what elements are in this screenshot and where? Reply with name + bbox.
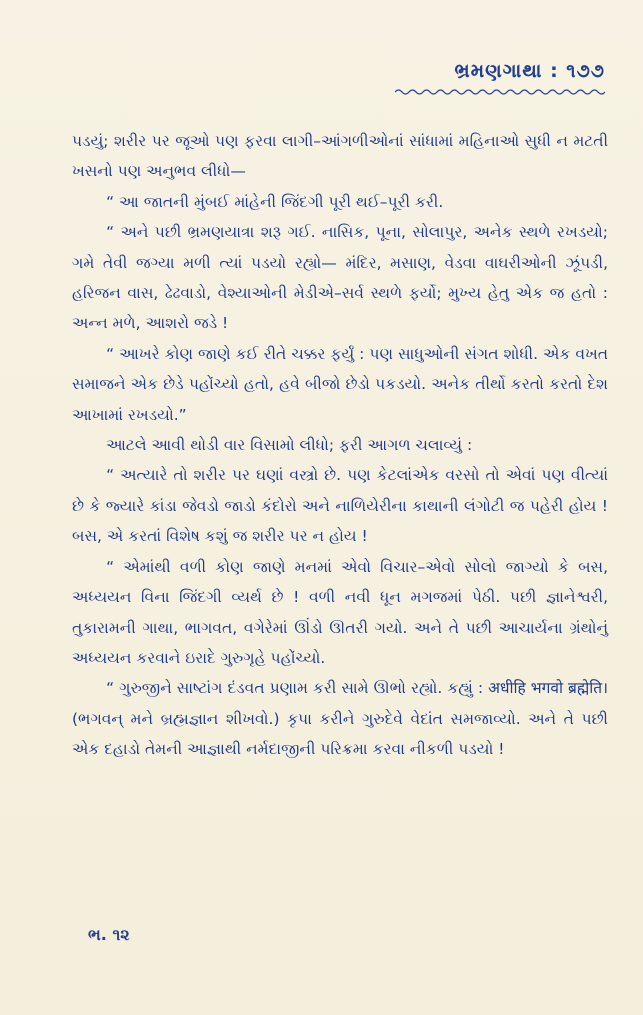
paragraph: આટલે આવી થોડી વાર વિસામો લીધો; ફરી આગળ ચલાવ્યું : — [106, 436, 473, 455]
paragraph: પડયું; શરીર પર જૂઓ પણ ફરવા લાગી–આંગળીઓનાં સાંધામાં મહિનાઓ સુધી ન મટતી ખસનો પણ અનુભવ લીધો— — [72, 132, 608, 181]
paragraph: “ અને પછી ભ્રમણયાત્રા શરૂ ગઈ. નાસિક, પૂના, સોલાપુર, અનેક સ્થળે રખડયો; ગમે તેવી જગ્યા મળી ત્યાં પડયો રહ્યો— મંદિર, મસાણ, વેડવા વાઘરીઓની ઝૂંપડી, હરિજન વાસ, ઢેઢવાડો, વેશ્યાઓની મેડીએ–સર્વ સ્થળે ફર્યો; મુખ્ય હેતુ એક જ હતો : અન્ન મળે, આશરો જડે ! — [72, 223, 608, 333]
paragraph: “ આખરે કોણ જાણે કઈ રીતે ચક્કર ફર્યું : પણ સાધુઓની સંગત શોધી. એક વખત સમાજને એક છેડે પહોંચ્યો હતો, હવે બીજો છેડો પકડયો. અનેક તીર્થો કરતો કરતો દેશ આખામાં રખડયો.” — [72, 344, 608, 424]
running-header: ભ્રમણગાથા : ૧૭૭ — [454, 60, 605, 82]
header-wavy-rule — [395, 88, 605, 96]
body-text — [72, 126, 608, 765]
paragraph: “ એમાંથી વળી કોણ જાણે મનમાં એવો વિચાર–એવો સોલો જાગ્યો કે બસ, અધ્યયન વિના જિંદગી વ્યર્થ છે ! વળી નવી ધૂન મગજમાં પેઠી. પછી જ્ઞાનેશ્વરી, તુકારામની ગાથા, ભાગવત, વગેરેમાં ઊંડો ઊતરી ગયો. અને તે પછી આચાર્યના ગ્રંથોનું અધ્યયન કરવાને ઇરાદે ગુરુગૃહે પહોંચ્યો. — [72, 557, 608, 667]
paragraph: “ આ જાતની મુંબઈ માંહેની જિંદગી પૂરી થઈ–પૂરી કરી. — [106, 192, 444, 211]
signature-mark: ભ. ૧૨ — [88, 925, 130, 944]
paragraph: “ અત્યારે તો શરીર પર ઘણાં વસ્ત્રો છે. પણ કેટલાંએક વરસો તો એવાં પણ વીત્યાં છે કે જ્યારે કાંડા જેવડો જાડો કંદોરો અને નાળિયેરીના કાથાની લંગોટી જ પહેરી હોય ! બસ, એ કરતાં વિશેષ કશું જ શરીર પર ન હોય ! — [72, 466, 608, 546]
paragraph: “ ગુરુજીને સાષ્ટાંગ દંડવત પ્રણામ કરી સામે ઊભો રહ્યો. કહ્યું : अधीहि भगवो ब्रह्मेति। (ભગવન્ મને બ્રહ્મજ્ઞાન શીખવો.) કૃપા કરીને ગુરુદેવે વેદાંત સમજાવ્યો. અને તે પછી એક દહાડો તેમની આજ્ઞાથી નર્મદાજીની પરિક્રમા કરવા નીકળી પડયો ! — [72, 679, 608, 759]
